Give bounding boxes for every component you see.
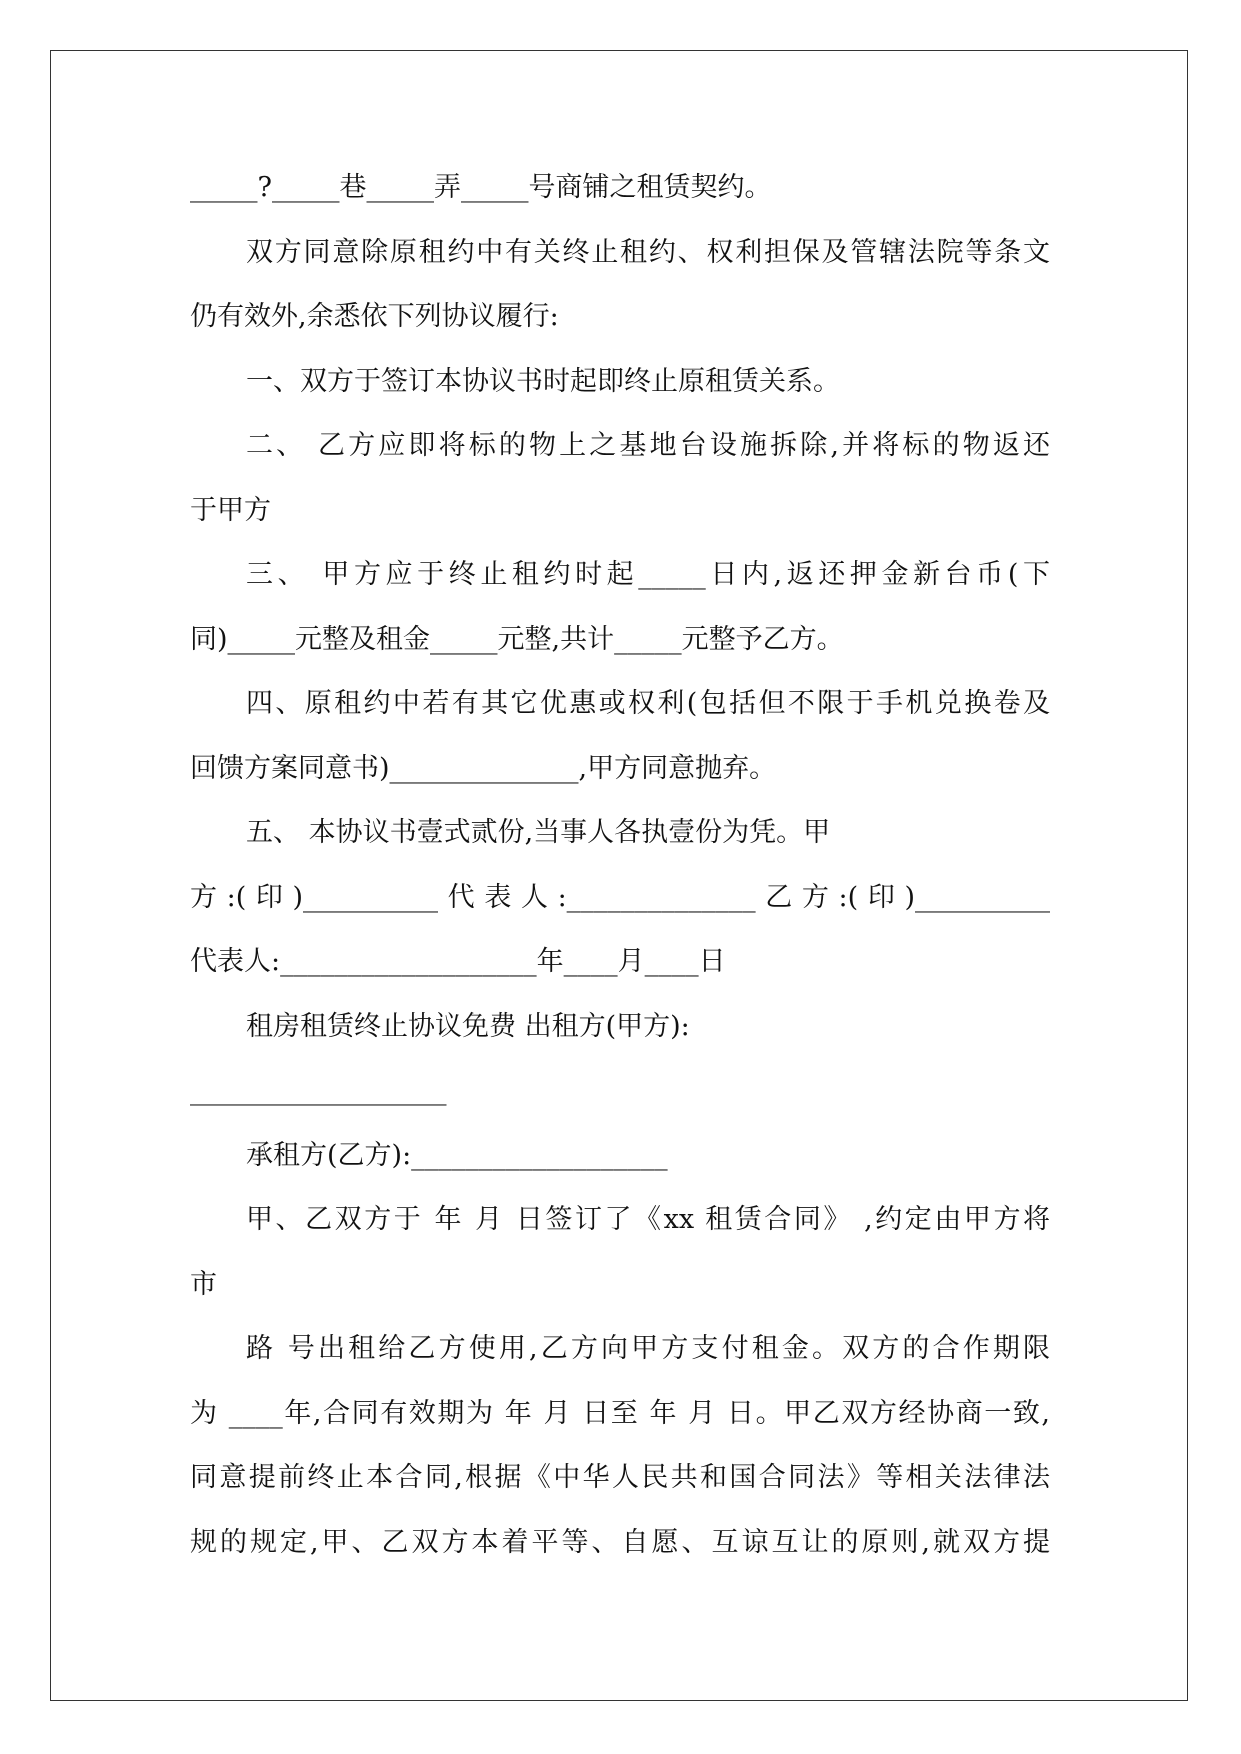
doc-line-3: 仍有效外,余悉依下列协议履行: bbox=[190, 301, 559, 332]
doc-line-10: 回馈方案同意书)______________,甲方同意抛弃。 bbox=[190, 752, 777, 784]
doc-line-9: 四、原租约中若有其它优惠或权利(包括但不限于手机兑换卷及 bbox=[246, 688, 1050, 719]
doc-line-22: 规的规定,甲、乙双方本着平等、自愿、互谅互让的原则,就双方提 bbox=[190, 1526, 1050, 1558]
document-body bbox=[190, 156, 1050, 1575]
doc-line-13: 代表人:___________________年____月____日 bbox=[190, 946, 726, 977]
doc-line-5: 二、 乙方应即将标的物上之基地台设施拆除,并将标的物返还 bbox=[246, 430, 1050, 461]
doc-line-4: 一、双方于签订本协议书时起即终止原租赁关系。 bbox=[246, 365, 840, 397]
doc-line-17: 甲、乙双方于 年 月 日签订了《xx 租赁合同》 ,约定由甲方将 bbox=[246, 1204, 1050, 1235]
doc-line-12: 方:(印)__________代表人:______________乙方:(印)__________ bbox=[190, 881, 1050, 913]
doc-line-15: ___________________ bbox=[190, 1075, 447, 1106]
doc-line-6: 于甲方 bbox=[190, 494, 271, 526]
doc-line-14: 租房租赁终止协议免费 出租方(甲方): bbox=[246, 1010, 690, 1042]
doc-line-2: 双方同意除原租约中有关终止租约、权利担保及管辖法院等条文 bbox=[246, 236, 1050, 268]
doc-line-19: 路 号出租给乙方使用,乙方向甲方支付租金。双方的合作期限 bbox=[246, 1333, 1050, 1364]
doc-line-16: 承租方(乙方):___________________ bbox=[246, 1139, 668, 1171]
doc-line-1: _____?_____巷_____弄_____号商铺之租赁契约。 bbox=[190, 172, 772, 203]
doc-line-11: 五、 本协议书壹式贰份,当事人各执壹份为凭。甲 bbox=[246, 817, 831, 848]
doc-line-8: 同)_____元整及租金_____元整,共计_____元整予乙方。 bbox=[190, 623, 844, 655]
doc-line-7: 三、 甲方应于终止租约时起_____日内,返还押金新台币(下 bbox=[246, 559, 1050, 590]
doc-line-18: 市 bbox=[190, 1268, 217, 1300]
doc-line-20: 为 ____年,合同有效期为 年 月 日至 年 月 日。甲乙双方经协商一致, bbox=[190, 1397, 1050, 1429]
doc-line-21: 同意提前终止本合同,根据《中华人民共和国合同法》等相关法律法 bbox=[190, 1462, 1050, 1493]
